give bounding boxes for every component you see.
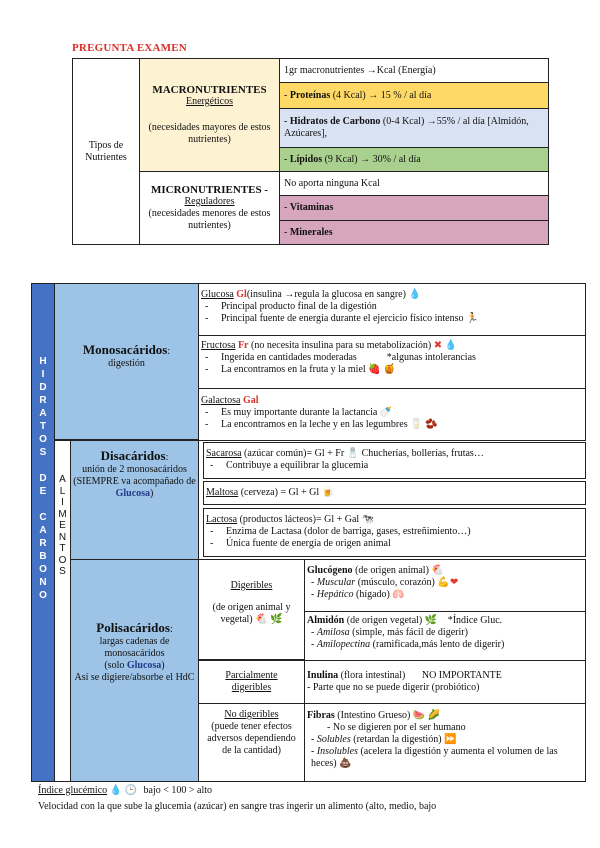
galactosa-item-text: Es muy importante durante la lactancia [221, 407, 378, 418]
micronutrients-cell [140, 172, 280, 245]
glucogeno-content [307, 565, 585, 601]
alimentos-letter: T [59, 543, 66, 554]
watermelon-icon: 🍉 [412, 710, 426, 721]
disa-colon: : [165, 452, 169, 463]
poli-title: Polisacáridos [96, 620, 170, 635]
lactosa-content [206, 514, 586, 550]
poli-desc1: largas cadenas de monosacáridos [99, 636, 170, 659]
almidon-note: *Índice Gluc. [447, 615, 503, 626]
sidebar-letter: R [39, 395, 47, 406]
glucosa-name: Glucosa [201, 289, 234, 300]
digeribles-note-text: (de origen animal y vegetal) [212, 602, 291, 625]
alimentos-letter: O [58, 554, 67, 566]
sacarosa-line [206, 448, 586, 460]
lipidos-name: Lípidos [289, 153, 323, 165]
poop-icon: 💩 [339, 758, 352, 769]
exam-title: PREGUNTA EXAMEN [72, 42, 187, 54]
lactosa-list [206, 526, 586, 550]
fibras-name: Fibras [307, 710, 335, 721]
inulina-line [307, 670, 585, 682]
sacarosa-content [206, 448, 586, 472]
fructosa-content [201, 340, 585, 376]
sidebar-letter: H [39, 356, 47, 367]
list-item: - Única fuente de energía de origen animal [226, 538, 586, 550]
fibras-desc: (Intestino Grueso) [337, 710, 411, 721]
almidon-name: Almidón [307, 615, 345, 626]
list-item [221, 419, 585, 431]
glucosa-line [201, 289, 585, 301]
fibras-item-name: Solubles [316, 734, 351, 745]
poli-label [72, 622, 197, 684]
list-item [221, 313, 585, 325]
glucosa-item-text: Principal fuente de energía durante el ejercicio físico intenso [221, 313, 464, 324]
glucogeno-item-rest: (músculo, corazón) [357, 577, 435, 588]
galactosa-code: Gal [242, 395, 259, 406]
lungs-icon: 🫁 [392, 589, 405, 600]
poli-desc2b: ) [161, 660, 165, 671]
drop-icon: 💧 [444, 340, 458, 351]
inulina-line2: - Parte que no se puede digerir (probiótico) [307, 682, 480, 693]
fructosa-list [201, 352, 585, 376]
galactosa-content [201, 395, 585, 431]
sidebar-letter: B [39, 551, 47, 562]
micro-title-line [144, 184, 275, 196]
no-dig-title: No digeribles [224, 709, 279, 720]
vitaminas-name: Vitaminas [289, 202, 334, 213]
mono-subtitle: digestión [108, 358, 145, 369]
hidratos-row [280, 109, 549, 148]
glucogeno-desc: (de origen animal) [355, 565, 429, 576]
milk-icon: 🥛 [410, 419, 423, 430]
alimentos-letter: N [58, 531, 67, 543]
proteinas-detail: (4 Kcal) → 15 % / al día [330, 89, 432, 101]
disa-glucosa: Glucosa [115, 488, 151, 499]
sidebar-letter: O [39, 590, 47, 601]
sidebar-letter [31, 459, 55, 472]
macro-subtitle: Energéticos [185, 96, 234, 107]
disa-desc: unión de 2 monosacáridos (SIEMPRE va acompañado de [73, 464, 196, 487]
glycemic-definition: Velocidad con la que sube la glucemia (azúcar) en sangre tras ingerir un alimento (alto, medio, bajo [38, 801, 437, 812]
alimentos-letter: S [59, 566, 66, 577]
fibras-content [307, 710, 585, 770]
glucogeno-name: Glucógeno [307, 565, 353, 576]
alimentos-letter: I [61, 497, 64, 508]
alimentos-letter: L [59, 485, 66, 497]
fibras-item-name: Insolubles [316, 746, 358, 757]
fibras-item-rest: (acelera la digestión y aumenta el volumen de las heces) [311, 746, 558, 769]
micro-note: (necesidades menores de estos nutrientes) [148, 208, 271, 231]
almidon-desc: (de origen vegetal) [346, 615, 423, 626]
hidratos-name: Hidratos de Carbono [289, 116, 381, 127]
macro-title: MACRONUTRIENTES [152, 84, 267, 96]
hidratos-dash: - [284, 116, 290, 127]
vitaminas-dash: - [284, 202, 290, 213]
strawberry-icon: 🍓 [368, 364, 381, 375]
sidebar-letter: T [39, 421, 47, 432]
minerales-name: Minerales [289, 226, 333, 238]
inulina-name: Inulina [307, 670, 339, 681]
disa-title: Disacáridos [100, 448, 166, 463]
runner-icon: 🏃 [466, 313, 479, 324]
glucosa-content [201, 289, 585, 325]
cow-icon: 🐄 [361, 514, 375, 525]
proteinas-dash: - [284, 89, 290, 101]
macro-general-row: 1gr macronutrientes →Kcal (Energía) [280, 59, 549, 83]
fructosa-code: Fr [237, 340, 249, 351]
mono-title: Monosacáridos [82, 342, 168, 357]
almidon-item: - Amilosa (simple, más fácil de digerir) [311, 627, 468, 638]
chicken-icon: 🐔 [255, 614, 268, 625]
fibras-item-rest: (retardan la digestión) [353, 734, 442, 745]
no-dig-content [202, 709, 301, 757]
corn-icon: 🌽 [427, 710, 441, 721]
vitaminas-row [280, 196, 549, 221]
digeribles-note [200, 602, 303, 626]
fructosa-item-text: Ingerida en cantidades moderadas [221, 352, 357, 363]
alimentos-letters [54, 474, 71, 578]
almidon-item-name: Amilosa [316, 627, 350, 638]
honey-icon: 🍯 [383, 364, 396, 375]
maltosa-content [206, 487, 586, 499]
list-item [221, 364, 585, 376]
almidon-content [307, 615, 585, 651]
fibras-item: - Solubles (retardan la digestión) ⏩ [311, 734, 457, 745]
poli-colon: : [169, 624, 173, 635]
fibras-line [307, 710, 585, 722]
mono-label [54, 344, 199, 370]
lactosa-line [206, 514, 586, 526]
leaf-icon: 🌿 [424, 615, 438, 626]
sidebar-letter: E [39, 486, 47, 497]
leaf-icon: 🌿 [270, 614, 283, 625]
almidon-item: - Amilopectina (ramificada,más lento de digerir) [311, 639, 505, 650]
drop-icon: 💧 [408, 289, 421, 300]
fibras-item: - Insolubles (acelera la digestión y aumenta el volumen de las heces) 💩 [311, 746, 558, 769]
glucogeno-item-name: Hepático [316, 589, 354, 600]
fast-forward-icon: ⏩ [444, 734, 457, 745]
disa-label [72, 450, 197, 500]
minerales-dash: - [284, 226, 290, 238]
list-item: - Enzima de Lactasa (dolor de barriga, gases, estreñimiento…) [226, 526, 586, 538]
cross-icon: ✖ [433, 340, 443, 351]
micro-title-sep: - [261, 184, 269, 196]
macronutrients-cell [140, 59, 280, 172]
almidon-line [307, 615, 585, 627]
heart-icon: ❤ [449, 577, 459, 588]
clock-icon: 🕒 [124, 785, 138, 796]
digeribles-content [200, 580, 303, 626]
baby-bottle-icon: 🍼 [379, 407, 393, 418]
hidratos-sidebar-letters [31, 355, 55, 602]
glucogeno-line [307, 565, 585, 577]
lipidos-row [280, 148, 549, 172]
inulina-content [307, 670, 585, 694]
glucogeno-item: - Muscular (músculo, corazón) 💪❤ [311, 577, 459, 588]
inulina-desc: (flora intestinal) [340, 670, 406, 681]
disa-close: ) [150, 488, 154, 499]
proteinas-name: Proteínas [289, 89, 331, 101]
list-item: - Principal producto final de la digestión [221, 301, 585, 313]
poli-desc2a: (solo [104, 660, 127, 671]
lactosa-desc: (productos lácteos)= Gl + Gal [239, 514, 360, 525]
lipidos-dash: - [284, 153, 290, 165]
almidon-item-rest: (ramificada,más lento de digerir) [372, 639, 505, 650]
alimentos-letter: M [58, 508, 67, 520]
alimentos-letter: E [59, 520, 66, 531]
minerales-row [280, 221, 549, 245]
galactosa-list [201, 407, 585, 431]
glucogeno-item: - Hepático (hígado) 🫁 [311, 589, 405, 600]
poli-desc3: Así se digiere/absorbe el HdC [74, 672, 195, 683]
glycemic-index-range: bajo < 100 > alto [143, 785, 213, 796]
digeribles-title: Digeribles [230, 580, 273, 591]
parcial-title: Parcialmente digeribles [225, 670, 278, 693]
maltosa-desc: (cerveza) = Gl + Gl [240, 487, 320, 498]
sacarosa-desc: (azúcar común)= Gl + Fr [244, 448, 345, 459]
fructosa-note: *algunas intolerancias [386, 352, 476, 363]
drop-icon: 💧 [109, 785, 123, 796]
list-item [221, 407, 585, 419]
galactosa-line [201, 395, 585, 407]
micro-title: MICRONUTRIENTES [150, 184, 262, 196]
mono-colon: : [167, 346, 171, 357]
almidon-item-rest: (simple, más fácil de digerir) [352, 627, 468, 638]
sidebar-letter: N [39, 577, 47, 588]
fructosa-line [201, 340, 585, 352]
sidebar-letter [31, 498, 55, 511]
glucogeno-item-name: Muscular [316, 577, 356, 588]
lactosa-name: Lactosa [206, 514, 238, 525]
sacarosa-examples: Chucherías, bollerías, frutas… [361, 448, 484, 459]
inulina-note: NO IMPORTANTE [421, 670, 502, 681]
sacarosa-list [206, 460, 586, 472]
glucosa-list [201, 301, 585, 325]
sidebar-letter: D [39, 382, 47, 393]
sidebar-letter: C [39, 512, 47, 523]
list-item: - Contribuye a equilibrar la glucemia [226, 460, 586, 472]
sidebar-letter: I [41, 369, 45, 380]
macro-note: (necesidades mayores de estos nutrientes) [148, 122, 271, 145]
fibras-item-rest: No se digieren por el ser humano [332, 722, 466, 733]
glycemic-index-label: Índice glucémico [38, 785, 108, 796]
maltosa-name: Maltosa [206, 487, 239, 498]
sacarosa-name: Sacarosa [206, 448, 242, 459]
proteinas-row [280, 83, 549, 109]
sidebar-letter: S [39, 447, 47, 458]
beans-icon: 🫘 [425, 419, 438, 430]
beer-icon: 🍺 [321, 487, 335, 498]
sidebar-letter: A [39, 525, 47, 536]
sidebar-letter: A [39, 408, 47, 419]
nutrient-types-label: Tipos de Nutrientes [73, 59, 140, 245]
hidratos-detail: (0-4 Kcal) →55% / al día [Almidón, Azúcares], [284, 116, 529, 139]
fructosa-name: Fructosa [201, 340, 236, 351]
galactosa-item-text: La encontramos en la leche y en las legumbres [221, 419, 408, 430]
sidebar-letter: D [39, 473, 47, 484]
sugar-icon: 🧂 [346, 448, 360, 459]
poli-glucosa: Glucosa [126, 660, 162, 671]
alimentos-letter: A [59, 474, 66, 485]
sidebar-letter: R [39, 538, 47, 549]
chicken-icon: 🐔 [431, 565, 444, 576]
almidon-item-name: Amilopectina [316, 639, 371, 650]
muscle-icon: 💪 [437, 577, 450, 588]
glucosa-code: Gl [236, 289, 247, 300]
lipidos-detail: (9 Kcal) → 30% / al día [322, 153, 421, 165]
fructosa-desc: (no necesita insulina para su metabolización) [251, 340, 432, 351]
sidebar-letter: O [39, 434, 47, 445]
micro-subtitle: Reguladores [184, 196, 235, 207]
sidebar-letter: O [39, 564, 47, 575]
galactosa-name: Galactosa [201, 395, 241, 406]
micro-general-row: No aporta ninguna Kcal [280, 172, 549, 196]
list-item [221, 352, 585, 364]
fructosa-item-text: La encontramos en la fruta y la miel [221, 364, 366, 375]
glucogeno-item-rest: (hígado) [356, 589, 390, 600]
glycemic-index-line [38, 785, 212, 797]
fibras-item: - No se digieren por el ser humano [327, 722, 466, 733]
nutrients-table [72, 58, 549, 245]
no-dig-note: (puede tener efectos adversos dependiendo de la cantidad) [207, 721, 296, 756]
glucosa-desc: (insulina →regula la glucosa en sangre) [246, 289, 406, 300]
